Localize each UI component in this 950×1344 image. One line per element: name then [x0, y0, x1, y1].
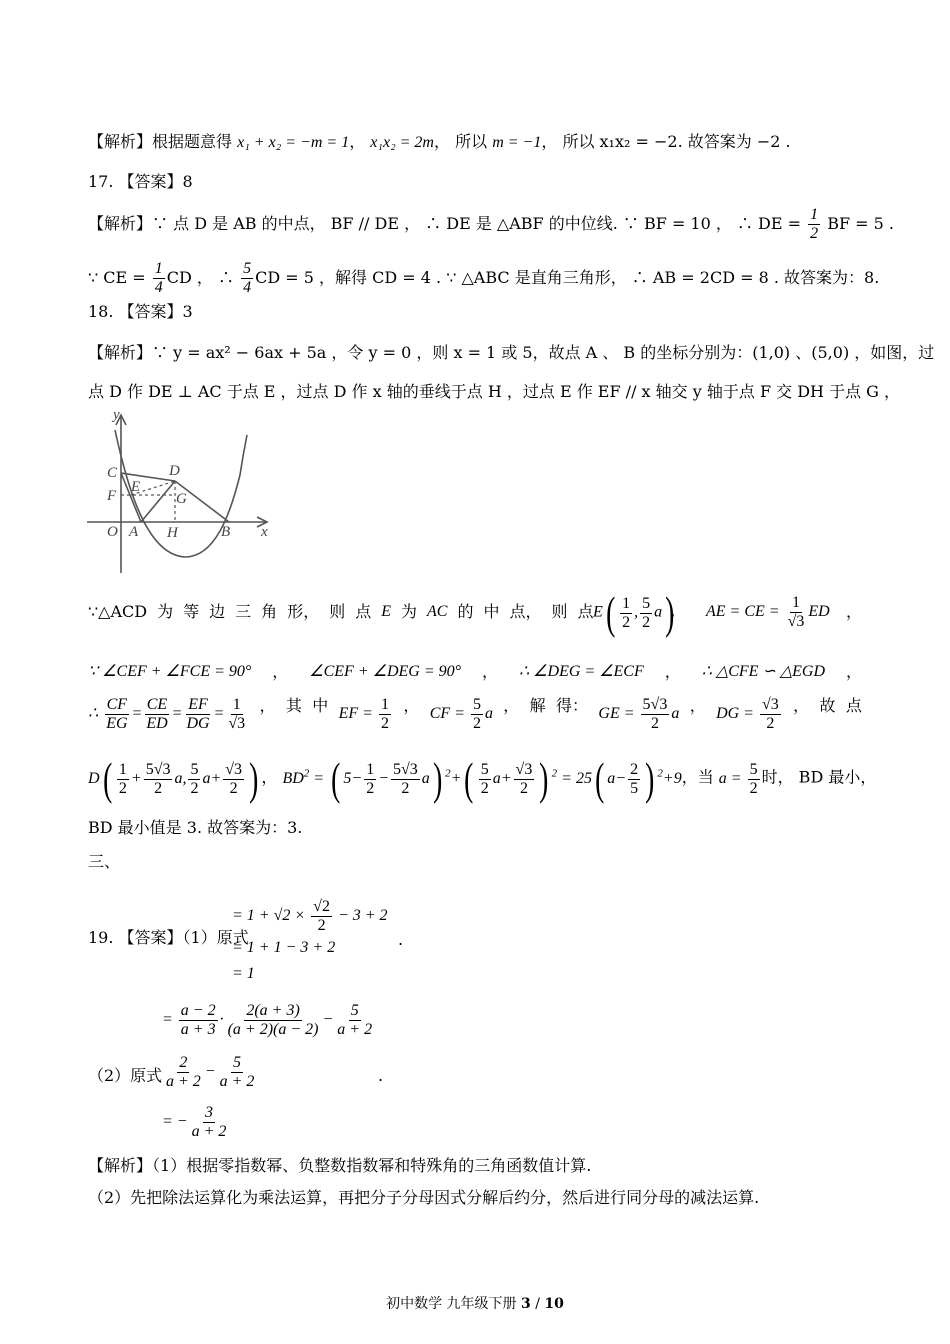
- similar-ratio: ∴ $\frac{CF}{EG}$ = $\frac{CE}{ED}$ = $\frac{EF}{DG}$ = $\frac{1}{√3}$: [88, 696, 246, 732]
- label-O: O: [107, 524, 118, 540]
- q18-line3: ∵△ACD 为 等 边 三 角 形， 则 点 E 为 AC 的 中 点， 则 点 E( $\frac{1}{2}$ , $\frac{5}{2}$ a) ， AE = CE = $\frac{1}{√3}$ ED ，: [88, 587, 863, 638]
- q19-part2-step2: $\frac{2}{a + 2}$ − $\frac{5}{a + 2}$: [166, 1054, 255, 1090]
- q18-line7: BD 最小值是 3. 故答案为：3.: [88, 818, 303, 837]
- q18-answer-heading: 18. 【答案】3: [88, 302, 193, 321]
- label-y: y: [113, 407, 120, 423]
- q16-explanation: 【解析】根据题意得 x₁ + x₂ = −m = 1， x₁x₂ = 2m， 所以 m = −1， 所以 x₁x₂ = −2. 故答案为 −2 .: [88, 132, 791, 151]
- label-D: D: [169, 463, 180, 479]
- q19-part2-label: （2）原式: [88, 1066, 163, 1085]
- label-H: H: [167, 525, 178, 541]
- q17-explanation-line1: 【解析】∵ 点 D 是 AB 的中点， BF // DE ， ∴ DE 是 △ABF 的中位线. ∵ BF = 10 ， ∴ DE = $\frac{1}{2}$ BF = 5 .: [88, 206, 895, 242]
- page-footer: 初中数学 九年级下册 3 / 10: [386, 1296, 564, 1312]
- point-E-coordinates: E( $\frac{1}{2}$ , $\frac{5}{2}$ a): [593, 587, 675, 638]
- segment-AD: [141, 481, 175, 522]
- q17-explanation-line2: ∵ CE = $\frac{1}{4}$ CD ， ∴ $\frac{5}{4}$ CD = 5 ，解得 CD = 4 . ∵ △ABC 是直角三角形， ∴ AB = 2CD = 8 . 故答案为：8.: [88, 260, 880, 296]
- label-F: F: [107, 488, 117, 504]
- point-D-coordinates: D( $\frac{1}{2}$ + $\frac{5√3}{2}$ a, $\frac{5}{2}$ a+ $\frac{√3}{2}$ ): [88, 753, 259, 804]
- segment-CD: [121, 473, 175, 481]
- ae-ce-relation: AE = CE = $\frac{1}{√3}$ ED: [706, 594, 830, 630]
- q18-explanation-line2: 点 D 作 DE ⊥ AC 于点 E ，过点 D 作 x 轴的垂线于点 H ，过点 E 作 EF // x 轴交 y 轴于点 F 交 DH 于点 G ，: [88, 382, 901, 401]
- q19-explanation-2: （2）先把除法运算化为乘法运算，再把分子分母因式分解后约分，然后进行同分母的减法运算.: [88, 1188, 760, 1207]
- label-x: x: [261, 524, 268, 540]
- q19-answer-heading: 19. 【答案】（1）原式: [88, 928, 249, 947]
- parabola-figure: [85, 405, 275, 575]
- fraction-quarter: $\frac{1}{4}$: [154, 260, 163, 296]
- q18-line6: D( $\frac{1}{2}$ + $\frac{5√3}{2}$ a, $\frac{5}{2}$ a+ $\frac{√3}{2}$ ) ， $BD^2$ = ( 5− $\frac{1}{2}$ − $\frac{5√3}{2}$ a) $^2$+( $\frac{5}{2}$ a+ $\frac{√3}{2}$ ) $^2$ = 25( a− $\frac{2}{5}$ ) $^2$+9，当 a = $\frac{5}{2}$ 时， BD 最小，: [88, 753, 877, 804]
- label-E: E: [131, 479, 141, 495]
- q18-line4: ∵ ∠CEF + ∠FCE = 90° ， ∠CEF + ∠DEG = 90° ， ∴ ∠DEG = ∠ECF ， ∴ △CFE ∽ △EGD ，: [88, 662, 862, 681]
- label-C: C: [107, 465, 118, 481]
- q18-explanation-line1: 【解析】∵ y = ax² − 6ax + 5a ，令 y = 0 ，则 x = 1 或 5，故点 A 、 B 的坐标分别为：(1,0) 、(5,0) ，如图，过: [88, 343, 935, 362]
- q19-part2-step3: = − $\frac{3}{a + 2}$: [162, 1104, 227, 1140]
- fraction-five-quarters: $\frac{5}{4}$: [243, 260, 252, 296]
- label-G: G: [176, 491, 187, 507]
- q19-part2-step1: = $\frac{a - 2}{a + 3}$ · $\frac{2(a + 3)}{(a + 2)(a - 2)}$ − $\frac{5}{a + 2}$: [162, 1002, 373, 1038]
- fraction-half: $\frac{1}{2}$: [810, 206, 819, 242]
- label-A: A: [129, 524, 139, 540]
- q17-answer-heading: 17. 【答案】8: [88, 172, 193, 191]
- section-three-heading: 三、: [88, 852, 121, 871]
- bd-squared-expression: $BD^2$ = ( 5− $\frac{1}{2}$ − $\frac{5√3}{2}$ a) $^2$+( $\frac{5}{2}$ a+ $\frac{√3}{2}$ ) $^2$ = 25( a− $\frac{2}{5}$ ) $^2$+9: [282, 753, 682, 804]
- q18-line5: ∴ $\frac{CF}{EG}$ = $\frac{CE}{ED}$ = $\frac{EF}{DG}$ = $\frac{1}{√3}$ ， 其 中 EF = $\frac{1}{2}$ ， CF = $\frac{5}{2}$ a ， 解 得： GE = $\frac{5√3}{2}$ a ， DG = $\frac{√3}{2}$ ， 故 点: [88, 696, 862, 732]
- label-B: B: [221, 524, 231, 540]
- q19-explanation-1: 【解析】（1）根据零指数幂、负整数指数幂和特殊角的三角函数值计算.: [88, 1156, 592, 1175]
